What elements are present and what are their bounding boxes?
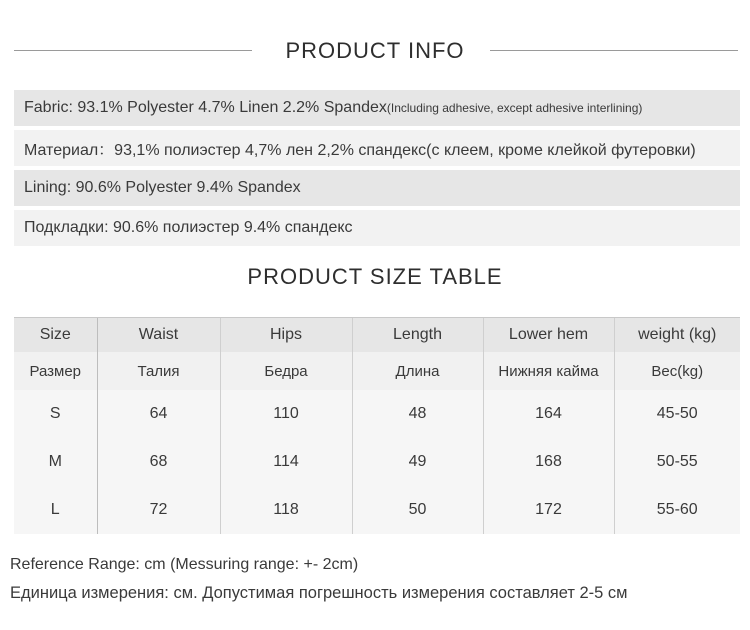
- lining-ru-text: Подкладки: 90.6% полиэстер 9.4% спандекс: [24, 219, 353, 236]
- fabric-note: (Including adhesive, except adhesive interlining): [386, 101, 643, 115]
- column-header-ru: Вес(kg): [614, 352, 740, 390]
- table-cell: 168: [483, 438, 614, 486]
- table-cell: M: [14, 438, 97, 486]
- column-header-ru: Талия: [97, 352, 220, 390]
- column-header: Waist: [97, 318, 220, 352]
- column-header-ru: Длина: [352, 352, 483, 390]
- table-cell: 48: [352, 390, 483, 438]
- table-cell: 45-50: [614, 390, 740, 438]
- column-header: Size: [14, 318, 97, 352]
- material-ru-row: [14, 130, 740, 166]
- table-cell: 114: [220, 438, 352, 486]
- table-cell: 49: [352, 438, 483, 486]
- column-header: Length: [352, 318, 483, 352]
- table-cell: 64: [97, 390, 220, 438]
- table-cell: 55-60: [614, 486, 740, 534]
- fabric-text: Fabric: 93.1% Polyester 4.7% Linen 2.2% Spandex: [24, 99, 387, 116]
- table-cell: 50: [352, 486, 483, 534]
- product-info-heading: PRODUCT INFO: [285, 38, 465, 63]
- column-header-ru: Нижняя кайма: [483, 352, 614, 390]
- lining-row: [14, 170, 740, 206]
- column-header-ru: Бедра: [220, 352, 352, 390]
- table-row: [14, 390, 740, 438]
- reference-range-note: Reference Range: cm (Messuring range: +- 2cm): [10, 556, 359, 573]
- column-header: weight (kg): [614, 318, 740, 352]
- lining-ru-row: [14, 210, 740, 246]
- table-cell: 118: [220, 486, 352, 534]
- table-header-ru-row: [14, 352, 740, 390]
- table-cell: S: [14, 390, 97, 438]
- table-cell: 72: [97, 486, 220, 534]
- table-row: [14, 486, 740, 534]
- size-table-heading: PRODUCT SIZE TABLE: [247, 264, 503, 289]
- heading-divider-right: [490, 50, 738, 51]
- table-cell: 68: [97, 438, 220, 486]
- table-row: [14, 438, 740, 486]
- size-table: [14, 318, 740, 534]
- lining-text: Lining: 90.6% Polyester 9.4% Spandex: [24, 179, 301, 196]
- measurement-unit-note-ru: Единица измерения: см. Допустимая погрешность измерения составляет 2-5 см: [10, 584, 628, 602]
- table-cell: 110: [220, 390, 352, 438]
- table-cell: 164: [483, 390, 614, 438]
- table-cell: 172: [483, 486, 614, 534]
- table-header-row: [14, 318, 740, 352]
- column-header: Lower hem: [483, 318, 614, 352]
- fabric-row: [14, 90, 740, 126]
- column-header-ru: Размер: [14, 352, 97, 390]
- material-ru-text: Материал：93,1% полиэстер 4,7% лен 2,2% спандекс(с клеем, кроме клейкой футеровки): [24, 141, 696, 159]
- table-cell: 50-55: [614, 438, 740, 486]
- column-header: Hips: [220, 318, 352, 352]
- table-cell: L: [14, 486, 97, 534]
